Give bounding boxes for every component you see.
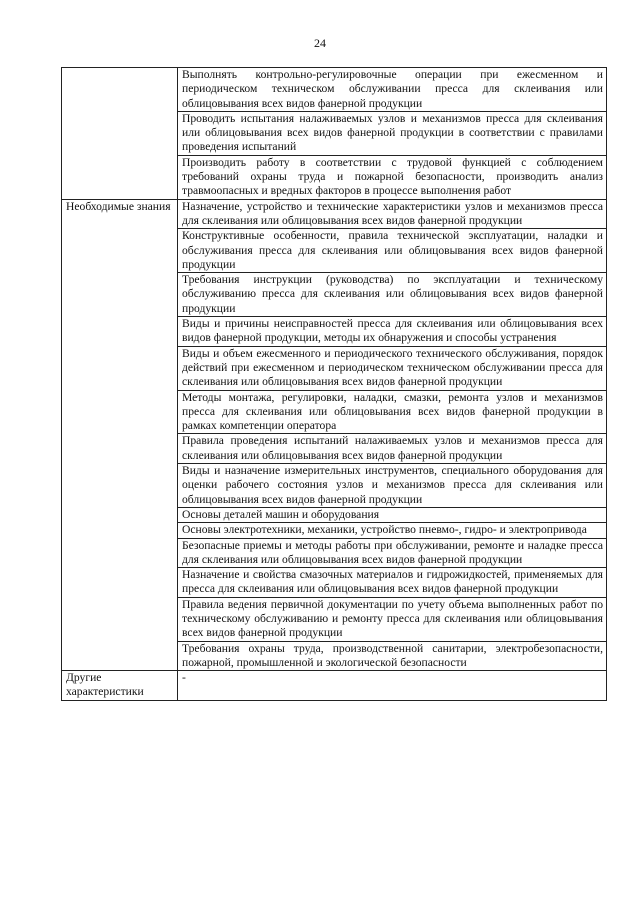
requirement-cell: Назначение, устройство и технические характеристики узлов и механизмов пресса для склеивания или облицовывания всех видов фанерной продукции xyxy=(178,199,607,229)
table-body xyxy=(62,68,607,701)
requirement-cell: Основы электротехники, механики, устройство пневмо-, гидро- и электропривода xyxy=(178,523,607,538)
requirement-cell: Выполнять контрольно-регулировочные операции при ежесменном и периодическом техническом обслуживании пресса для склеивания или облицовывания всех видов фанерной продукции xyxy=(178,68,607,112)
requirement-cell: Основы деталей машин и оборудования xyxy=(178,507,607,522)
section-label xyxy=(62,68,178,200)
table-row xyxy=(62,199,607,229)
requirement-cell: Методы монтажа, регулировки, наладки, смазки, ремонта узлов и механизмов пресса для склеивания или облицовывания всех видов фанерной продукции в рамках компетенции оператора xyxy=(178,390,607,434)
requirement-cell: Виды и назначение измерительных инструментов, специального оборудования для оценки рабочего состояния узлов и механизмов пресса для склеивания или облицовывания всех видов фанерной продукции xyxy=(178,464,607,508)
section-label: Другие характеристики xyxy=(62,671,178,701)
table-row xyxy=(62,68,607,112)
table-row xyxy=(62,671,607,701)
page-number: 24 xyxy=(314,36,326,50)
requirement-cell: Назначение и свойства смазочных материалов и гидрожидкостей, применяемых для пресса для склеивания или облицовывания всех видов фанерной продукции xyxy=(178,568,607,598)
requirement-cell: - xyxy=(178,671,607,701)
requirement-cell: Правила проведения испытаний налаживаемых узлов и механизмов пресса для склеивания или облицовывания всех видов фанерной продукции xyxy=(178,434,607,464)
requirement-cell: Виды и причины неисправностей пресса для склеивания или облицовывания всех видов фанерной продукции, методы их обнаружения и способы устранения xyxy=(178,317,607,347)
requirement-cell: Требования инструкции (руководства) по эксплуатации и техническому обслуживанию пресса для склеивания или облицовывания всех видов фанерной продукции xyxy=(178,273,607,317)
requirement-cell: Требования охраны труда, производственной санитарии, электробезопасности, пожарной, промышленной и экологической безопасности xyxy=(178,641,607,671)
requirement-cell: Проводить испытания налаживаемых узлов и механизмов пресса для склеивания или облицовывания всех видов фанерной продукции в соответствии с правилами проведения испытаний xyxy=(178,111,607,155)
requirement-cell: Виды и объем ежесменного и периодического технического обслуживания, порядок действий при ежесменном и периодическом техническом обслуживании пресса для склеивания или облицовывания всех видов фанерной продукции xyxy=(178,346,607,390)
requirement-cell: Конструктивные особенности, правила технической эксплуатации, наладки и обслуживания пресса для склеивания или облицовывания всех видов фанерной продукции xyxy=(178,229,607,273)
requirement-cell: Производить работу в соответствии с трудовой функцией с соблюдением требований охраны труда и пожарной безопасности, производить анализ травмоопасных и вредных факторов в процессе выполнения работ xyxy=(178,155,607,199)
section-label: Необходимые знания xyxy=(62,199,178,671)
requirements-table xyxy=(61,67,607,701)
requirement-cell: Безопасные приемы и методы работы при обслуживании, ремонте и наладке пресса для склеивания или облицовывания всех видов фанерной продукции xyxy=(178,538,607,568)
requirement-cell: Правила ведения первичной документации по учету объема выполненных работ по техническому обслуживанию и ремонту пресса для склеивания или облицовывания всех видов фанерной продукции xyxy=(178,597,607,641)
